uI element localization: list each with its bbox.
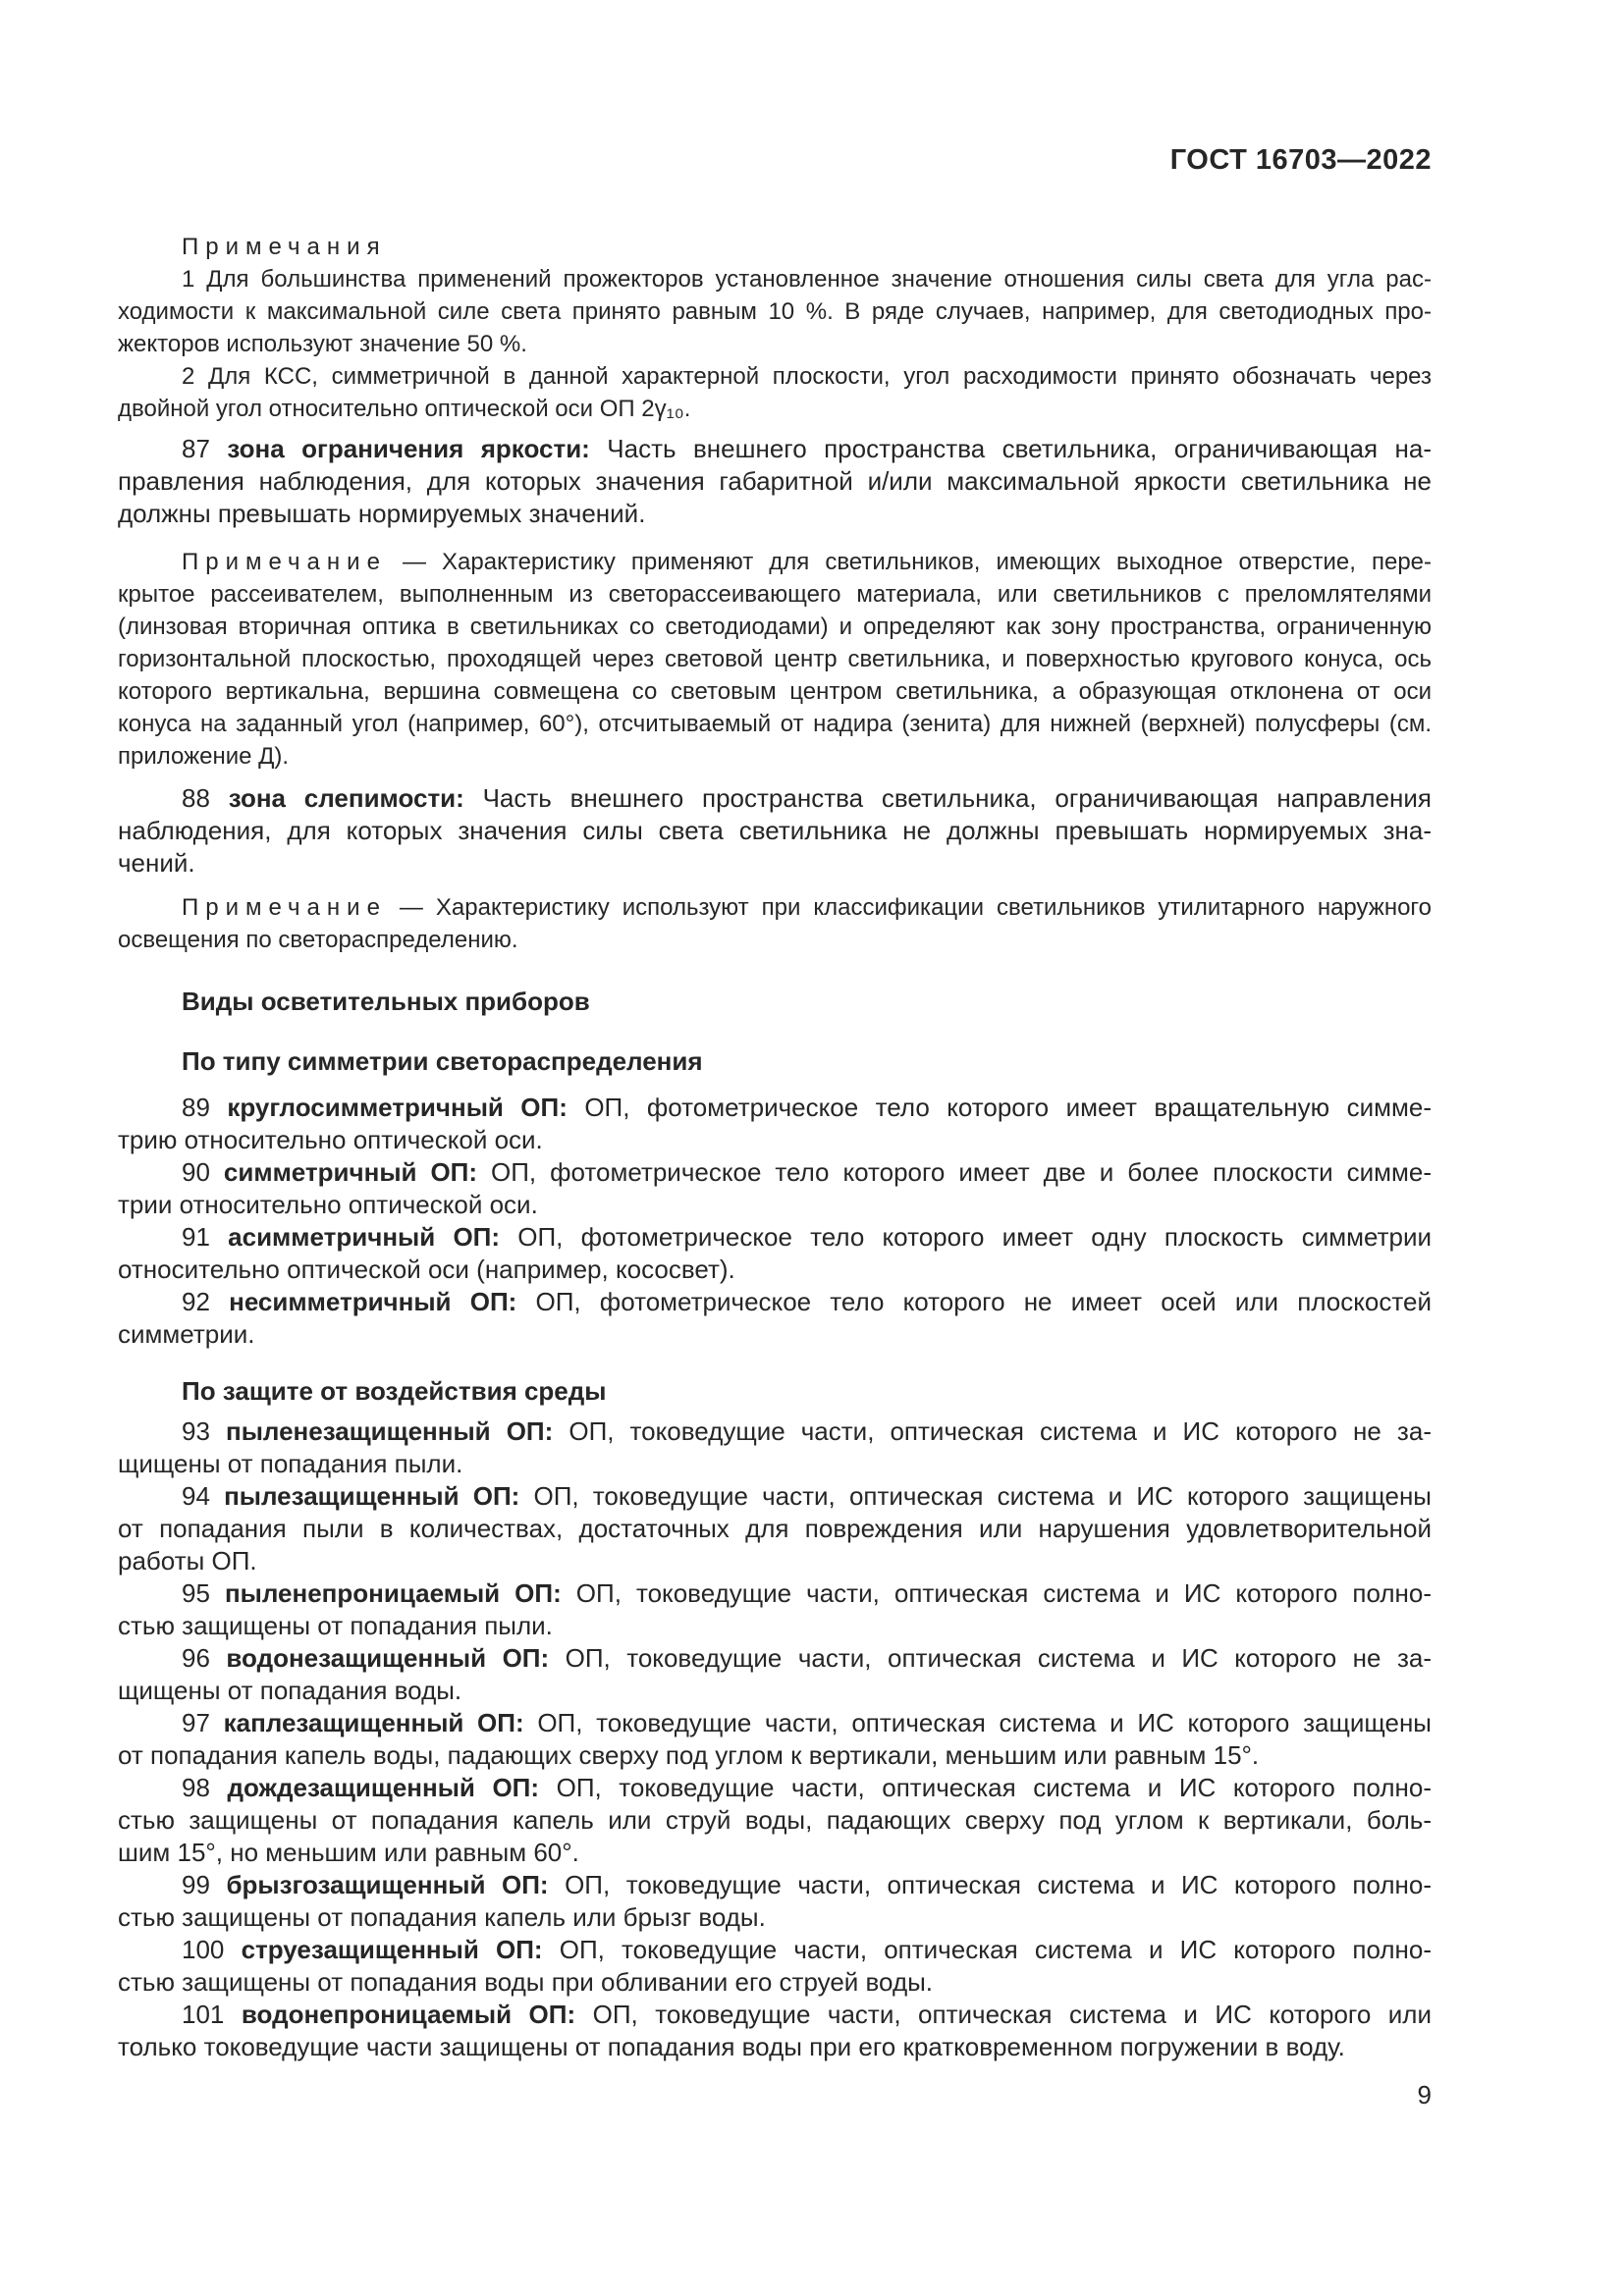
term-definition (118, 1480, 1432, 1577)
text-line (118, 1707, 1432, 1739)
term-number: 98 (182, 1773, 210, 1802)
term-number: 90 (182, 1157, 210, 1187)
text-line (118, 1869, 1432, 1901)
term-definition (118, 1092, 1432, 1156)
text-line: симметрии. (118, 1319, 255, 1349)
text-line: щищены от попадания пыли. (118, 1449, 463, 1478)
text-line: жекторов используют значение 50 %. (118, 331, 527, 357)
term-definition (118, 1156, 1432, 1221)
term-definition (118, 1577, 1432, 1642)
text-line: наблюдения, для которых значения силы света светильника не должны превышать нормируемых зна- (118, 816, 1432, 845)
term-text: Часть внешнего пространства светильника, ограничивающая направления (482, 783, 1432, 813)
text-line (118, 1642, 1432, 1675)
term-name: зона ограничения яркости: (227, 434, 590, 463)
term-definition (118, 1999, 1432, 2063)
text-line: 1 Для большинства применений прожекторов установленное значение отношения силы света для угла рас- (182, 266, 1432, 293)
term-text: ОП, токоведущие части, оптическая система и ИС которого полно- (565, 1870, 1432, 1899)
text-line: (линзовая вторичная оптика в светильниках со светодиодами) и определяют как зону пространства, ограниченную (118, 614, 1432, 640)
term-definition (118, 1286, 1432, 1351)
term-number: 89 (182, 1093, 210, 1122)
text-line: от попадания капель воды, падающих сверху под углом к вертикали, меньшим или равным 15°. (118, 1740, 1260, 1770)
term-number: 92 (182, 1287, 210, 1316)
term-text: ОП, фотометрическое тело которого имеет одну плоскость симметрии (517, 1222, 1432, 1252)
note-block (118, 546, 1432, 773)
term-name: струезащищенный ОП: (241, 1935, 543, 1964)
term-name: асимметричный ОП: (228, 1222, 501, 1252)
text-line: крытое рассеивателем, выполненным из светорассеивающего материала, или светильников с преломлятелями (118, 581, 1432, 608)
term-text: ОП, токоведущие части, оптическая система и ИС которого не за- (568, 1416, 1432, 1446)
term-definition (118, 1869, 1432, 1934)
term-definition (118, 1707, 1432, 1772)
notes-label (118, 231, 1432, 263)
text-line: стью защищены от попадания капель или брызг воды. (118, 1902, 766, 1932)
text-line (118, 1156, 1432, 1189)
text-line: приложение Д). (118, 743, 290, 770)
text-line: щищены от попадания воды. (118, 1676, 462, 1705)
note-label-text: Примечание (182, 894, 387, 921)
term-text: Часть внешнего пространства светильника, ограничивающая на- (607, 434, 1432, 463)
text-line: шим 15°, но меньшим или равным 60°. (118, 1838, 579, 1867)
text-line (118, 891, 1432, 924)
term-name: несимметричный ОП: (229, 1287, 517, 1316)
text-line (118, 546, 1432, 578)
notes-label-text: Примечания (182, 234, 387, 260)
text-line: правления наблюдения, для которых значения габаритной и/или максимальной яркости светильника не (118, 466, 1432, 496)
term-number: 95 (182, 1578, 210, 1608)
text-line: освещения по светораспределению. (118, 927, 518, 953)
term-definition (118, 782, 1432, 880)
note-text: — Характеристику используют при классификации светильников утилитарного наружного (399, 894, 1433, 921)
term-number: 87 (182, 434, 210, 463)
text-line: работы ОП. (118, 1546, 257, 1575)
doc-number: ГОСТ 16703—2022 (1169, 144, 1432, 176)
text-line (118, 1221, 1432, 1254)
term-number: 99 (182, 1870, 210, 1899)
note-block (118, 891, 1432, 956)
text-line: чений. (118, 848, 195, 878)
term-name: пылезащищенный ОП: (224, 1481, 520, 1511)
term-name: пыленепроницаемый ОП: (224, 1578, 562, 1608)
text-line (118, 1286, 1432, 1318)
term-name: каплезащищенный ОП: (223, 1708, 524, 1737)
text-line (118, 1577, 1432, 1610)
term-definition (118, 433, 1432, 530)
term-number: 100 (182, 1935, 225, 1964)
term-text: ОП, токоведущие части, оптическая система и ИС которого не за- (565, 1643, 1432, 1673)
term-number: 101 (182, 2000, 225, 2029)
term-definition (118, 1415, 1432, 1480)
text-line: трию относительно оптической оси. (118, 1125, 543, 1154)
term-text: ОП, токоведущие части, оптическая система и ИС которого полно- (556, 1773, 1432, 1802)
section-heading: По типу симметрии светораспределения (182, 1046, 703, 1076)
term-number: 91 (182, 1222, 210, 1252)
notes-block (118, 231, 1432, 425)
term-text: ОП, токоведущие части, оптическая система и ИС которого полно- (559, 1935, 1432, 1964)
term-name: дождезащищенный ОП: (227, 1773, 540, 1802)
text-line (118, 433, 1432, 465)
text-line: 2 Для КСС, симметричной в данной характерной плоскости, угол расходимости принято обозначать через (182, 363, 1432, 390)
text-line: стью защищены от попадания капель или струй воды, падающих сверху под углом к вертикали, боль- (118, 1805, 1432, 1835)
page-content (118, 0, 1432, 2111)
term-name: симметричный ОП: (223, 1157, 478, 1187)
term-definition (118, 1934, 1432, 1999)
text-line: которого вертикальна, вершина совмещена со световым центром светильника, а образующая отклонена от оси (118, 678, 1432, 705)
term-definition (118, 1221, 1432, 1286)
text-line: только токоведущие части защищены от попадания воды при его кратковременном погружении в воду. (118, 2032, 1345, 2061)
section-heading: Виды осветительных приборов (182, 987, 590, 1016)
term-name: зона слепимости: (228, 783, 464, 813)
term-number: 93 (182, 1416, 210, 1446)
text-line: от попадания пыли в количествах, достаточных для повреждения или нарушения удовлетворительной (118, 1514, 1432, 1543)
term-text: ОП, фотометрическое тело которого имеет вращательную симме- (584, 1093, 1432, 1122)
text-line (118, 1772, 1432, 1804)
term-text: ОП, фотометрическое тело которого имеет две и более плоскости симме- (491, 1157, 1432, 1187)
term-definition (118, 1642, 1432, 1707)
text-line (118, 782, 1432, 815)
text-line: ходимости к максимальной силе света принято равным 10 %. В ряде случаев, например, для светодиодных про- (118, 298, 1432, 325)
text-line (118, 1092, 1432, 1124)
term-number: 88 (182, 783, 210, 813)
term-name: водонепроницаемый ОП: (241, 2000, 576, 2029)
term-text: ОП, токоведущие части, оптическая система и ИС которого полно- (575, 1578, 1432, 1608)
text-line: конуса на заданный угол (например, 60°), отсчитываемый от надира (зенита) для нижней (верхней) полусферы (см. (118, 711, 1432, 737)
page-number: 9 (1417, 2080, 1432, 2109)
text-line (118, 1999, 1432, 2031)
term-text: ОП, токоведущие части, оптическая система и ИС которого защищены (533, 1481, 1432, 1511)
text-line: должны превышать нормируемых значений. (118, 499, 646, 528)
term-text: ОП, токоведущие части, оптическая система и ИС которого защищены (537, 1708, 1432, 1737)
text-line: двойной угол относительно оптической оси ОП 2γ₁₀. (118, 396, 691, 422)
text-line: горизонтальной плоскостью, проходящей через световой центр светильника, и поверхностью кругового конуса, ось (118, 646, 1432, 672)
term-number: 96 (182, 1643, 210, 1673)
note-label-text: Примечание (182, 549, 387, 575)
term-text: ОП, токоведущие части, оптическая система и ИС которого или (592, 2000, 1433, 2029)
term-name: пыленезащищенный ОП: (225, 1416, 554, 1446)
term-definition (118, 1772, 1432, 1869)
text-line: трии относительно оптической оси. (118, 1190, 538, 1219)
text-line: относительно оптической оси (например, кососвет). (118, 1255, 735, 1284)
term-name: водонезащищенный ОП: (226, 1643, 550, 1673)
note-text: — Характеристику применяют для светильников, имеющих выходное отверстие, пере- (402, 549, 1433, 575)
term-name: брызгозащищенный ОП: (226, 1870, 549, 1899)
term-name: круглосимметричный ОП: (227, 1093, 568, 1122)
text-line (118, 1934, 1432, 1966)
term-number: 94 (182, 1481, 210, 1511)
text-line (118, 1415, 1432, 1448)
text-line (118, 1480, 1432, 1513)
term-text: ОП, фотометрическое тело которого не имеет осей или плоскостей (535, 1287, 1432, 1316)
section-heading: По защите от воздействия среды (182, 1376, 607, 1406)
text-line: стью защищены от попадания пыли. (118, 1611, 553, 1640)
term-number: 97 (182, 1708, 210, 1737)
text-line: стью защищены от попадания воды при обливании его струей воды. (118, 1967, 934, 1997)
